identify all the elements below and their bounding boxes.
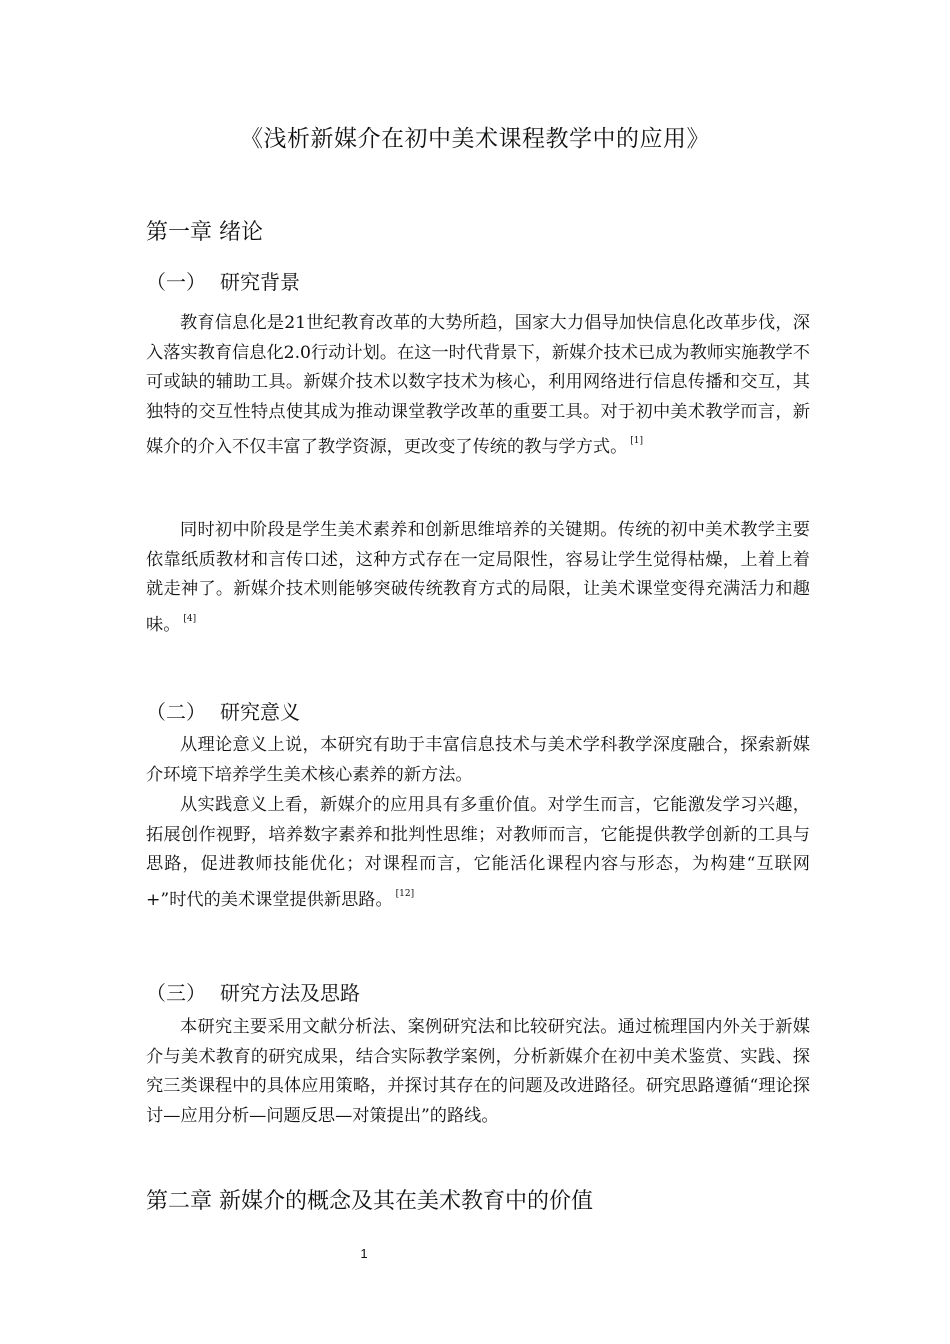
chapter-1-heading: 第一章 绪论 <box>146 220 263 245</box>
paragraph-text: 从理论意义上说，本研究有助于丰富信息技术与美术学科教学深度融合，探索新媒介环境下培养学生美术核心素养的新方法。 <box>146 735 810 785</box>
section-2-paragraph-2 <box>146 791 810 915</box>
paragraph-text: 同时初中阶段是学生美术素养和创新思维培养的关键期。传统的初中美术教学主要依靠纸质教材和言传口述，这种方式存在一定局限性，容易让学生觉得枯燥，上着上着就走神了。新媒介技术则能够突破传统教育方式的局限，让美术课堂变得充满活力和趣味。 <box>146 520 810 635</box>
section-3-paragraph-1 <box>146 1013 810 1131</box>
section-3-number: （三） <box>146 981 206 1005</box>
section-2-title: 研究意义 <box>220 700 300 724</box>
document-title: 《浅析新媒介在初中美术课程教学中的应用》 <box>240 126 710 152</box>
section-2-paragraph-1 <box>146 731 810 790</box>
paragraph-text: 从实践意义上看，新媒介的应用具有多重价值。对学生而言，它能激发学习兴趣，拓展创作视野，培养数字素养和批判性思维；对教师而言，它能提供教学创新的工具与思路，促进教师技能优化；对课程而言，它能活化课程内容与形态，为构建“互联网+”时代的美术课堂提供新思路。 <box>146 795 810 910</box>
section-1-paragraph-2 <box>146 516 810 640</box>
section-3-heading <box>146 977 360 1006</box>
page-number: 1 <box>360 1246 368 1261</box>
paragraph-text: 教育信息化是21世纪教育改革的大势所趋，国家大力倡导加快信息化改革步伐，深入落实教育信息化2.0行动计划。在这一时代背景下，新媒介技术已成为教师实施教学不可或缺的辅助工具。新媒介技术以数字技术为核心，利用网络进行信息传播和交互，其独特的交互性特点使其成为推动课堂教学改革的重要工具。对于初中美术教学而言，新媒介的介入不仅丰富了教学资源，更改变了传统的教与学方式。 <box>146 313 810 458</box>
section-2-number: （二） <box>146 700 206 724</box>
paragraph-text: 本研究主要采用文献分析法、案例研究法和比较研究法。通过梳理国内外关于新媒介与美术教育的研究成果，结合实际教学案例，分析新媒介在初中美术鉴赏、实践、探究三类课程中的具体应用策略，并探讨其存在的问题及改进路径。研究思路遵循“理论探讨—应用分析—问题反思—对策提出”的路线。 <box>146 1017 810 1126</box>
section-3-title: 研究方法及思路 <box>220 981 360 1005</box>
section-1-paragraph-1 <box>146 309 810 463</box>
section-1-heading <box>146 266 300 295</box>
section-1-number: （一） <box>146 270 206 294</box>
citation-ref: [12] <box>395 888 415 899</box>
section-2-heading <box>146 696 300 725</box>
chapter-2-heading: 第二章 新媒介的概念及其在美术教育中的价值 <box>146 1189 593 1214</box>
section-1-title: 研究背景 <box>220 270 300 294</box>
citation-ref: [4] <box>183 613 197 624</box>
citation-ref: [1] <box>630 436 644 447</box>
